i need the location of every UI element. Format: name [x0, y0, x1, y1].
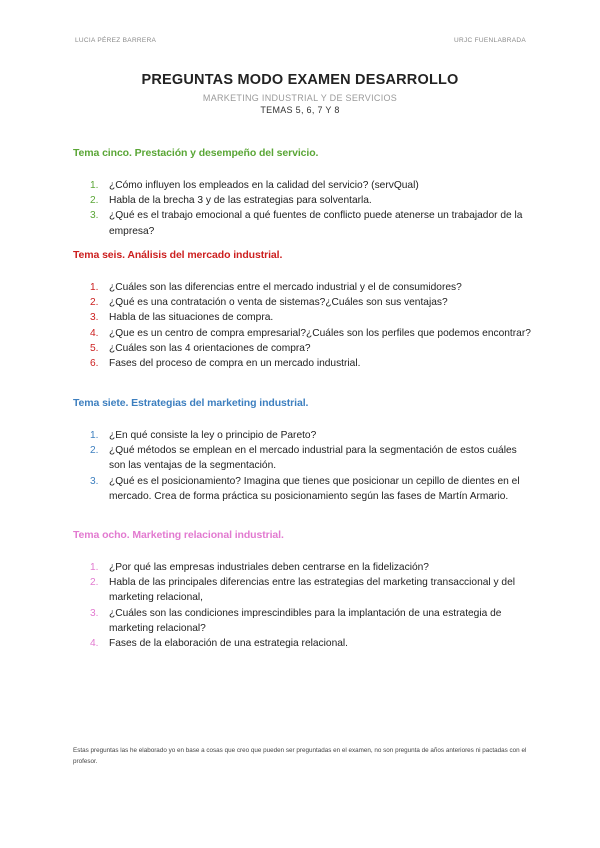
- footer-note: Estas preguntas las he elaborado yo en base a cosas que creo que pueden ser preguntadas en el examen, no son pregunta de años anteriores ni pactadas con el profesor.: [73, 747, 527, 765]
- question-item: [73, 443, 533, 473]
- question-item: [73, 178, 533, 193]
- question-item: [73, 208, 533, 238]
- question-number: 4.: [90, 327, 99, 339]
- page-title: PREGUNTAS MODO EXAMEN DESARROLLO: [141, 72, 459, 88]
- question-text: Habla de la brecha 3 y de las estrategias para solventarla.: [109, 195, 372, 207]
- page-themes: TEMAS 5, 6, 7 Y 8: [260, 105, 340, 115]
- question-text: ¿Por qué las empresas industriales deben centrarse en la fidelización?: [109, 562, 429, 573]
- question-item: [73, 295, 533, 310]
- section-tema-siete: [73, 397, 533, 504]
- question-text: ¿Cómo influyen los empleados en la calidad del servicio? (servQual): [109, 180, 419, 191]
- question-item: [73, 310, 533, 325]
- question-number: 2.: [90, 577, 99, 589]
- question-text: ¿Qué es una contratación o venta de sistemas?¿Cuáles son sus ventajas?: [109, 297, 448, 309]
- question-text: ¿Cuáles son las condiciones imprescindibles para la implantación de una estrategia de marketing relacional?: [109, 607, 502, 634]
- question-item: [73, 606, 533, 636]
- question-list: [73, 280, 533, 371]
- question-number: 1.: [90, 282, 99, 293]
- question-list: [73, 560, 533, 651]
- question-item: [73, 636, 533, 651]
- question-text: Fases del proceso de compra en un mercado industrial.: [109, 358, 361, 370]
- question-number: 3.: [90, 475, 99, 487]
- header-institution: URJC FUENLABRADA: [454, 37, 526, 44]
- question-number: 2.: [90, 445, 99, 457]
- question-number: 3.: [90, 312, 99, 324]
- header-author: LUCIA PÉREZ BARRERA: [75, 37, 157, 44]
- question-item: [73, 474, 533, 504]
- section-tema-cinco: [73, 147, 533, 239]
- section-title: Tema seis. Análisis del mercado industrial.: [73, 249, 283, 261]
- question-number: 2.: [90, 297, 99, 309]
- question-item: [73, 280, 533, 295]
- question-text: Habla de las situaciones de compra.: [109, 312, 274, 324]
- question-list: [73, 428, 533, 504]
- question-number: 5.: [90, 342, 99, 354]
- question-text: ¿Qué es el posicionamiento? Imagina que tienes que posicionar un cepillo de dientes en el mercado. Crea de forma práctica su posicionamiento según las fases de Martín Armario.: [109, 475, 520, 502]
- question-item: [73, 326, 533, 341]
- question-text: ¿Cuáles son las 4 orientaciones de compra?: [109, 342, 311, 354]
- question-text: ¿Qué es el trabajo emocional a qué fuentes de conflicto puede atenerse un trabajador de la empresa?: [109, 210, 523, 237]
- question-item: [73, 356, 533, 371]
- question-number: 1.: [90, 430, 99, 441]
- question-text: ¿Qué métodos se emplean en el mercado industrial para la segmentación de estos cuáles son las ventajas de la segmentación.: [109, 445, 517, 472]
- section-title: Tema ocho. Marketing relacional industrial.: [73, 529, 284, 541]
- section-tema-seis: [73, 249, 533, 371]
- title-block: [0, 72, 600, 115]
- question-number: 3.: [90, 210, 99, 222]
- question-text: Fases de la elaboración de una estrategia relacional.: [109, 638, 348, 650]
- question-item: [73, 341, 533, 356]
- question-number: 3.: [90, 607, 99, 619]
- question-text: Habla de las principales diferencias entre las estrategias del marketing transaccional y del marketing relacional,: [109, 577, 516, 604]
- question-number: 1.: [90, 180, 99, 191]
- question-item: [73, 193, 533, 208]
- question-number: 2.: [90, 195, 99, 207]
- section-tema-ocho: [73, 529, 533, 651]
- question-text: ¿Que es un centro de compra empresarial?¿Cuáles son los perfiles que podemos encontrar?: [109, 327, 531, 339]
- question-text: ¿Cuáles son las diferencias entre el mercado industrial y el de consumidores?: [109, 282, 462, 293]
- question-number: 6.: [90, 358, 99, 370]
- question-text: ¿En qué consiste la ley o principio de Pareto?: [109, 430, 317, 441]
- section-title: Tema cinco. Prestación y desempeño del servicio.: [73, 147, 319, 159]
- question-item: [73, 428, 533, 443]
- question-number: 4.: [90, 638, 99, 650]
- question-number: 1.: [90, 562, 99, 573]
- question-list: [73, 178, 533, 239]
- page-subtitle: MARKETING INDUSTRIAL Y DE SERVICIOS: [202, 93, 398, 103]
- question-item: [73, 560, 533, 575]
- question-item: [73, 575, 533, 605]
- section-title: Tema siete. Estrategias del marketing industrial.: [73, 397, 309, 409]
